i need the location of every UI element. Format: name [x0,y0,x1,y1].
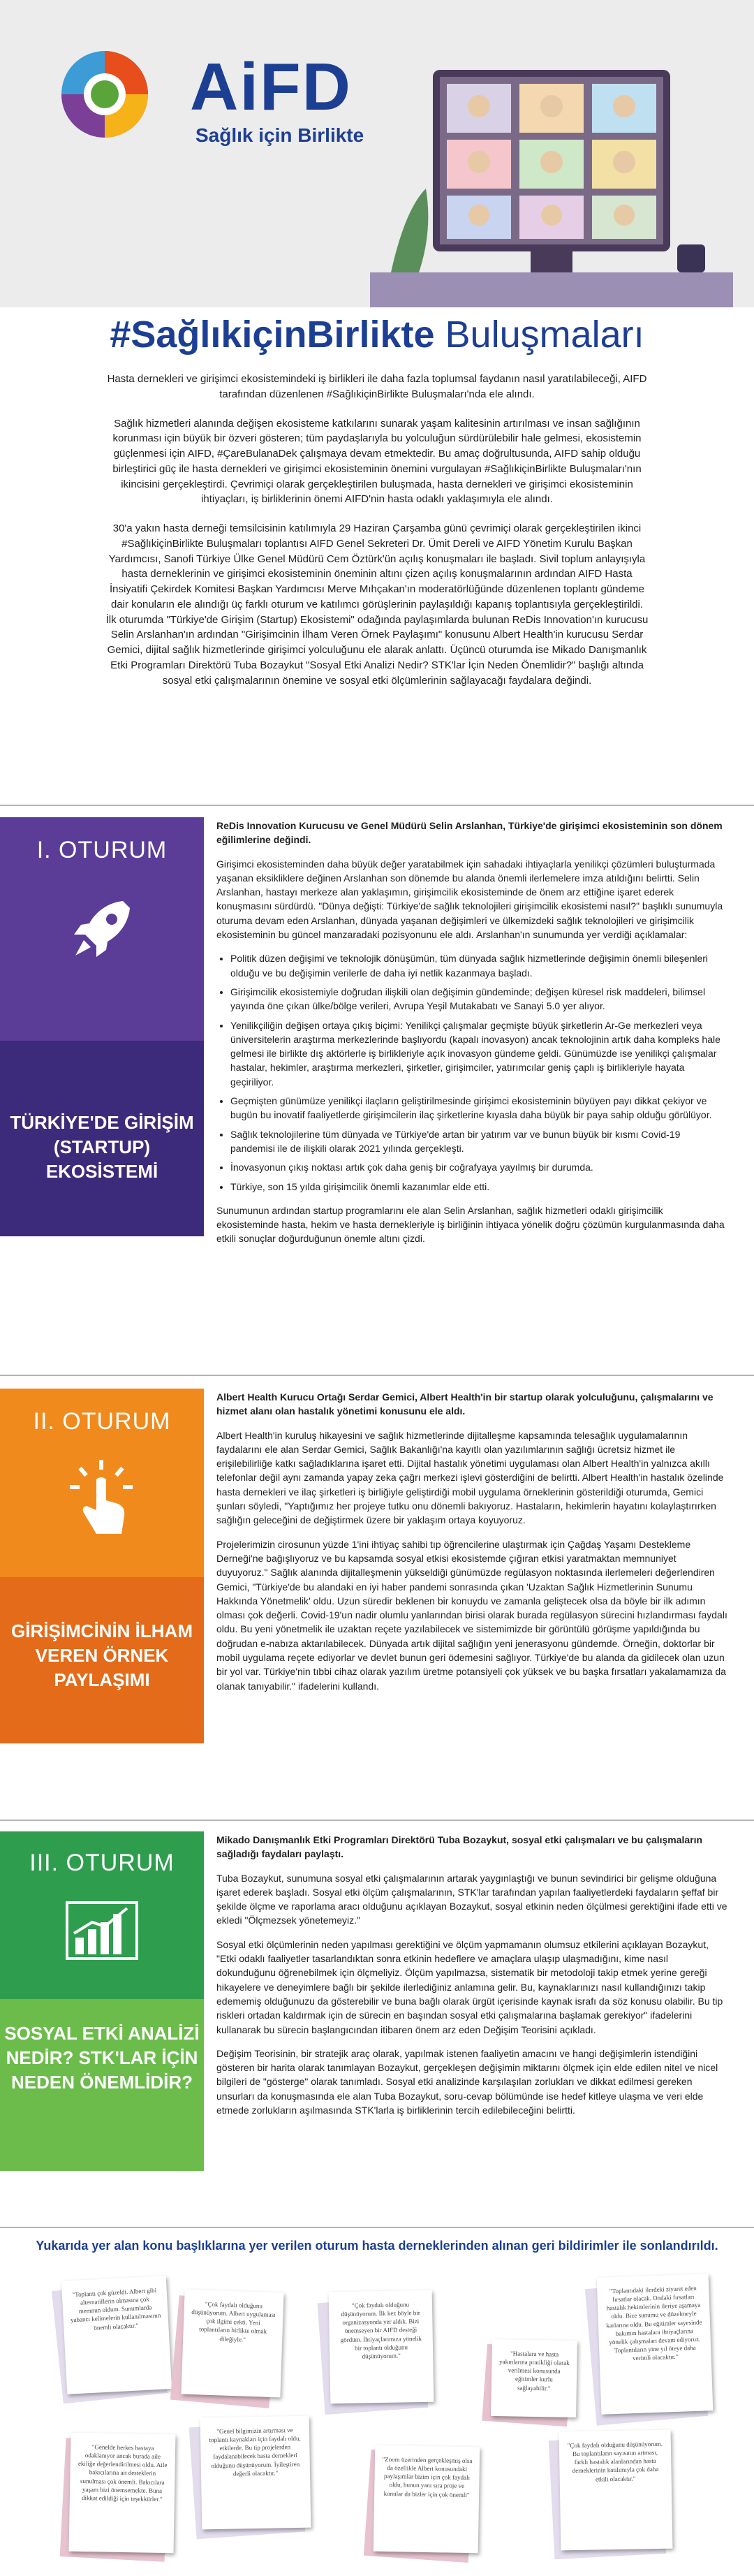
session-3-paragraph: Sosyal etki ölçümlerinin neden yapılması gerektiğini ve ölçüm yapmamanın olumsuz etkilerini açıklayan Bozaykut, "Etki odaklı faaliyetler tasarlandıktan sonra etkinin hedeflere ve amaçlara ulaşıp ulaşmadığını, kime nasıl dokunduğunu öğrenebilmek için ölçmeliyiz. Ölçüm yapılmazsa, sistematik bir metodoloji takip etmek yerine gereği hikayelere ve deneyimlere bağlı bir şekilde ilerlediğiniz anlamına gelir. Bu, kaynaklarınızı nasıl kullandığınızı takip edememiş olduğunuzu da gösterebilir ve buna bağlı olarak ürgüt içerisinde kaynak israfı da söz konusu olabilir. Bu tip riskleri ortadan kaldırmak için de sürecin en başından sosyal etki çalışmalarına başlamak gerekiyor" ifadelerini kullanarak bu sürecin başlangıcından itibaren önem arz eden Değişim Teorisini açıkladı. [216,1938,723,2035]
aifd-logo-icon [49,38,161,150]
session-3-paragraph: Tuba Bozaykut, sunumuna sosyal etki çalışmalarının artarak yaygınlaştığı ve bunun sevindirici bir gelişme olduğuna işaret ederek başladı. Sosyal etki ölçüm çalışmalarının, STK'lar tarafından yapılan faaliyetlerdeki faydaların şeffaf bir şekilde ölçme ve raporlama aracı olduğunu açıklayan Bozaykut, sosyal etkinin neden ölçülmesi gerektiğini ifade etti ve ekledi "Ölçmezsek yönetemeyiz." [216,1872,727,1926]
session-2-topic: GİRİŞİMCİNİN İLHAM VEREN ÖRNEK PAYLAŞIMI [11,1620,193,1691]
session-1-label: I. OTURUM [36,837,168,863]
feedback-note: "Toplantı çok güzeldi. Albert gibi alternatiflerin olmasına çok memnun oldum. Sunumlarda yabancı kelimelerin kullanılmasının önemli olacaktır." [61,2276,172,2394]
feedback-title: Yukarıda yer alan konu başlıklarına yer verilen oturum hasta derneklerinden alınan geri bildirimler ile sonlandırıldı. [36,2239,718,2253]
rocket-icon [67,894,137,964]
video-call-illustration-icon [370,42,733,307]
session-1-lead: ReDis Innovation Kurucusu ve Genel Müdürü Selin Arslanhan, Türkiye'de girişimci ekosisteminin son dönem eğilimlerine değindi. [216,820,723,846]
brand-tagline: Sağlık için Birlikte [195,124,364,146]
session-3-panel [0,1831,204,2171]
section-divider [0,1375,754,1376]
feedback-note: "Genel bilgimizin artırması ve toplantı kaynakları için faydalı oldu, etkilerde. Bu tip projelerden faydalanabilecek hasta dernekleri olduğunu düşünüyorum. İyileştiren değerli olacaktır." [200,2416,311,2530]
session-2-panel [0,1389,204,1743]
list-item: • Türkiye, son 15 yılda girişimcilik önemli kazanımlar elde etti. [230,1180,727,1194]
header-banner [0,0,754,307]
section-divider [0,2227,754,2228]
list-item: • Yenilikçiliğin değişen ortaya çıkış biçimi: Yenilikçi çalışmalar geçmişte büyük şirketlerin Ar-Ge merkezleri veya üniversitelerin araştırma merkezlerinde başlıyordu (kapalı inovasyon) ancak teknolojinin artık daha kompleks hale gelmesi ile birlikte dış aktörlerle iş birlikleriyle açık inovasyon gündeme geldi. Günümüzde ise yenilikçi çalışmalar hastalar, hekimler, araştırma merkezleri, şirketler, girişimciler, yatırımcılar geniş çaplı iş birlikleriyle hayata geçiriliyor. [230,1018,727,1089]
touch-hand-icon [67,1458,137,1535]
session-1-topic: TÜRKİYE'DE GİRİŞİM (STARTUP) EKOSİSTEMİ [10,1112,194,1183]
session-3-content [216,1833,727,2127]
session-2-label: II. OTURUM [33,1408,171,1435]
feedback-note: "Zoom üzerinden gerçekleşmiş olsa da özellikle Albert konusundaki paylaşımlar bizim için çok faydalı oldu, bunun yanı sıra proje ve konular da bizler için çok önemli" [374,2445,480,2554]
intro-text [105,372,649,702]
feedback-note: "Toplantıdaki ilerdeki ziyaret eden fırsatlar olacak. Ondaki fırsatları hastalık hekimlerinin ileriye aşamaya oldu. Bize sunumu ve düzelmeyle karlarına oldu. Bu eğitimler sayesinde bakımın hastalara ihtiyaçlarına yönelik çalışmaları devam ediyoruz. Toplantıların yine yıl öteye daha verimli olacaktır." [597,2274,714,2414]
list-item: • Girişimcilik ekosistemiyle doğrudan ilişkili olan değişimin gündeminde; değişen küresel risk maddeleri, bilimsel yayında öne çıkan ülke/bölge verileri, Avrupa Yeşil Mutakabatı ve Sanayi 5.0 yer alıyor. [230,985,727,1013]
intro-paragraph: 30'a yakın hasta derneği temsilcisinin katılımıyla 29 Haziran Çarşamba günü çevrimiçi olarak gerçekleştirilen ikinci #SağlıkiçinBirlikte Buluşmaları toplantısı AIFD Genel Sekreteri Dr. Ümit Dereli ve AIFD Yönetim Kurulu Başkan Yardımcısı, Sanofi Türkiye Ülke Genel Müdürü Cem Öztürk'ün açılış konuşmaları ile başladı. Sivil toplum anlayışıyla hasta derneklerinin ve girişimci ekosisteminin öneminin altını çizen açılış konuşmalarının ardından AIFD Hasta İnsiyatifi Çekirdek Komitesi Başkan Yardımcısı Merve Mıhçakan'ın moderatörlüğünde düzenlenen toplantı gündeme dair konuların ele alındığı üç farklı oturum ve katılımcı görüşlerinin paylaşıldığı kapanış toplantısıyla gerçekleştirildi. İlk oturumda "Türkiye'de Girişim (Startup) Ekosistemi" odağında paylaşımlarda bulunan ReDis Innovation'ın kurucusu Selin Arslanhan'ın ardından "Girişimcinin İlham Veren Örnek Paylaşımı" konusunu Albert Health'in kurucusu Serdar Gemici, dijital sağlık hizmetlerinde girişimci yolculuğunu ele alarak anlattı. Üçüncü oturumda ise Mikado Danışmanlık Etki Programları Direktörü Tuba Bozaykut "Sosyal Etki Analizi Nedir? STK'lar İçin Neden Önemlidir?" başlığı altında sosyal etki çalışmalarının önemine ve sosyal etki ölçümlerinin sağlayacağı faydalara değindi. [105,522,649,687]
feedback-note: "Çok faydalı olduğunu düşünüyorum. Albert uygulaması çok ilgimi çekti. Yeni toplantıların birlikte olmak dileğiyle." [181,2290,283,2398]
section-divider [0,805,754,806]
session-1-paragraph: Girişimci ekosisteminden daha büyük değer yaratabilmek için sahadaki ihtiyaçlarla yenilikçi çözümleri buluşturmada yaşanan eksikliklere değinen Arslanhan son dönemde bu alanda önemli ilerlemelere imza atıldığını belirtti. Selin Arslanhan, hastayı merkeze alan yaklaşımın, girişimcilik ekosisteminde de önem arz ettiğine işaret ederek konuşmasını sürdürdü. "Dünya değişti: Türkiye'de sağlık teknolojileri girişimcilik ekosistemi nasıl?" başlıklı sunumuyla oturuma devam eden Arslanhan, dünyada yaşanan değişimleri ve ülkemizdeki sağlık teknolojileri ve girişimcilik ekosisteminin bu güncel manzaradaki pozisyonunu ele aldı. Arslanhan'ın sunumunda yer verdiği açıklamalar: [216,858,723,941]
feedback-note: "Hastalara ve hasta yakınlarına pratikliği olarak verilmesi konusunda eğitimler kurlu sağlayabilir." [491,2339,577,2417]
list-item: • Politik düzen değişimi ve teknolojik dönüşümün, tüm dünyada sağlık hizmetlerinde değişimin önemli bileşenleri olduğu ve bu değişimin verilerle de daha iyi netlik kazanmaya başladı. [230,951,727,980]
page-title: #SağlıkiçinBirlikte Buluşmaları [110,314,644,356]
feedback-note: "Çok faydalı olduğunu düşünüyorum. İlk kez böyle bir organizasyonda yer aldık. Bizi önemseyen bir AIFD desteği gördüm. İhtiyaçlarımıza yönelik bir toplantı olduğunu düşünüyorum." [329,2290,434,2404]
intro-paragraph: Hasta dernekleri ve girişimci ekosistemindeki iş birlikleri ile daha fazla toplumsal faydanın nasıl yaratılabileceği, AIFD tarafından düzenlenen #SağlıkiçinBirlikte Buluşmaları'nda ele alındı. [107,373,647,400]
session-1-panel [0,817,204,1236]
session-3-topic: SOSYAL ETKİ ANALİZİ NEDİR? STK'LAR İÇİN NEDEN ÖNEMLİDİR? [4,2023,200,2093]
session-1-bullets [216,951,727,1193]
session-2-lead: Albert Health Kurucu Ortağı Serdar Gemici, Albert Health'in bir startup olarak yolculuğunu, çalışmalarını ve hizmet alanı olan hastalık yönetimi konusunu ele aldı. [216,1391,714,1417]
session-3-paragraph: Değişim Teorisinin, bir stratejik araç olarak, yapılmak istenen faaliyetin amacını ve hangi değişimlerin istendiğini gösteren bir harita olarak tanımlayan Bozaykut, gerçekleşen değişimin miktarını ölçmek için elde edilen nitel ve nicel bilgileri de "gösterge" olarak tanımladı. Sosyal etki analizinde karşılaşılan zorlukları ve dikkat edilmesi gereken unsurları da konuşmasında ele alan Tuba Bozaykut, soru-cevap bölümünde ise hedef kitleye ulaşma ve veri elde etmede zorlukların aşılmasında STK'larla iş birliklerinin tercih edilebileceğini belirtti. [216,2047,718,2116]
list-item: • Geçmişten günümüze yenilikçi ilaçların geliştirilmesinde girişimci ekosisteminin büyüyen payı dikkat çekiyor ve bugün bu inovatif faaliyetlerde girişimcilerin ilaç şirketlerine kıyasla daha büyük bir paya sahip olduğu görülüyor. [230,1094,727,1122]
list-item: • İnovasyonun çıkış noktası artık çok daha geniş bir coğrafyaya yayılmış bir durumda. [230,1160,727,1174]
growth-chart-icon [64,1898,140,1968]
session-2-paragraph: Projelerimizin cirosunun yüzde 1'ini ihtiyaç sahibi tıp öğrencilerine ulaştırmak için Çağdaş Yaşamı Destekleme Derneği'ne bağışlıyoruz ve bu kapsamda sosyal etkisi ekosistemde çığıran etkisi yaratmaktan memnuniyet duyuyoruz." Sağlık alanında dijitalleşmenin yükseldiği günümüzde regülasyon noktasında ilerlemeleri değerlendiren Gemici, "Türkiye'de bu alandaki en iyi haber pandemi sonrasında çıkan 'Uzaktan Sağlık Hizmetlerinin Sunumu Hakkında Yönetmelik' oldu. Uzun süredir beklenen bir konuydu ve zamanla geliştecek olsa da böyle bir ilk adımın olması çok değerli. Covid-19'un nadir olumlu yanlarından birisi olarak burada regülasyon sürecini hızlandırması faydalı oldu. Bu yeni yönetmelik ile uzaktan reçete yazılabilecek ve sistemimizde bir görüntülü görüşme yapıldığında bu doğrudan e-nabıza aktarılabilecek. Dünyada artık dijital sağlığın yeni jenerasyonu gündemde. Örneğin, doktorlar bir mobil uygulama reçete ediyorlar ve devlet bunun geri ödemesini sağlıyor. Türkiye'de bu alanda da gidilecek olan uzun bir yol var. Türkiye'nin tıbbi cihaz olarak yazılım üretme potansiyeli çok yüksek ve bu başka fırsatları yakalamamıza da olanak tanıyabilir." ifadelerini kullandı. [216,1538,727,1692]
feedback-note: "Genelde herkes hastaya odaklanıyor ancak burada aile ekiliğe değerlendirilmesi oldu. Aile bakıcılarına ait desteklerin sunulması çok önemli. Bakıcılara yaşam bizi önemsemekte. Buna dikkat edildiği için teşekkürler." [69,2433,176,2554]
session-3-lead: Mikado Danışmanlık Etki Programları Direktörü Tuba Bozaykut, sosyal etki çalışmaları ve bu çalışmaların sağladığı faydaları paylaştı. [216,1834,703,1860]
session-3-label: III. OTURUM [29,1850,175,1876]
list-item: • Sağlık teknolojilerine tüm dünyada ve Türkiye'de artan bir yatırım var ve bunun büyük bir kısmı Covid-19 pandemisi ile de ilişkili olarak 2021 yılında gerçekleşti. [230,1127,727,1156]
session-2-content [216,1390,727,1703]
feedback-note: "Çok faydalı olduğunu düşünüyorum. Bu toplantıların sayısının artması, farklı hastalık alanlarından hasta derneklerinin katılımıyla çok daha etkili olacaktır." [559,2430,673,2551]
session-1-content [216,819,727,1256]
intro-paragraph: Sağlık hizmetleri alanında değişen ekosisteme katkılarını sunarak yaşam kalitesinin artırılması ve insan sağlığının korunması için büyük bir özveri gösteren; tüm paydaşlarıyla bu yolculuğun sürdürülebilir hale gelmesi, ekosistemin güçlenmesi için AIFD, #ÇareBulanaDek çalışmaya devam etmektedir. Bu amaç doğrultusunda, AIFD sahip olduğu birleştirici güç ile hasta dernekleri ve girişimci ekosisteminin önemini vurgulayan #SağlıkiçinBirlikte Buluşmaları'nın ikincisini gerçekleştirdi. Çevrimiçi olarak gerçekleştirilen buluşmada, hasta dernekleri ve girişimci ekosisteminin ihtiyaçları, iş birliklerinin önemi AIFD'nin hasta odaklı yaklaşımıyla ele alındı. [112,417,642,506]
session-1-paragraph: Sunumunun ardından startup programlarını ele alan Selin Arslanhan, sağlık hizmetleri odaklı girişimcilik ekosisteminde hasta, hekim ve hasta dernekleriyle iş birliğinin ihtiyaca yönelik doğru çözümün kurgulanmasında daha etkili sonuçlar doğurduğunun önemle altını çizdi. [216,1204,725,1245]
session-2-paragraph: Albert Health'in kuruluş hikayesini ve sağlık hizmetlerinde dijitalleşme kapsamında telesağlık uygulamalarının faydalarını ele alan Serdar Gemici, Sağlık Bakanlığı'na kayıtlı olan yazılımlarının sağlığı ücretsiz hizmet ile erişilebilirliğe katkı sağladıklarına işaret etti. Dijital hastalık yönetimi uygulaması olan Albert Health'in yalnızca akıllı telefonlar değil aynı zamanda yapay zeka çağrı merkezi işlevi gösterdiğini de belirtti. Albert Health'in hastalık özelinde hasta dernekleri ve ilaç şirketleri iş birliğiyle geliştirdiği mobil uygulama örneklerinin gösterildiği oturumda, Gemici şunları söyledi, "Yaptığımız her projeye tutku onu dönemli bakıyoruz. Hastaların, hekimlerin hayatını kolaylaştırırken sağlığın geleceğini de değiştirmek üzere bir yaklaşım ortaya koyuyoruz. [216,1429,724,1526]
section-divider [0,1820,754,1821]
brand-name: AiFD [190,50,352,124]
